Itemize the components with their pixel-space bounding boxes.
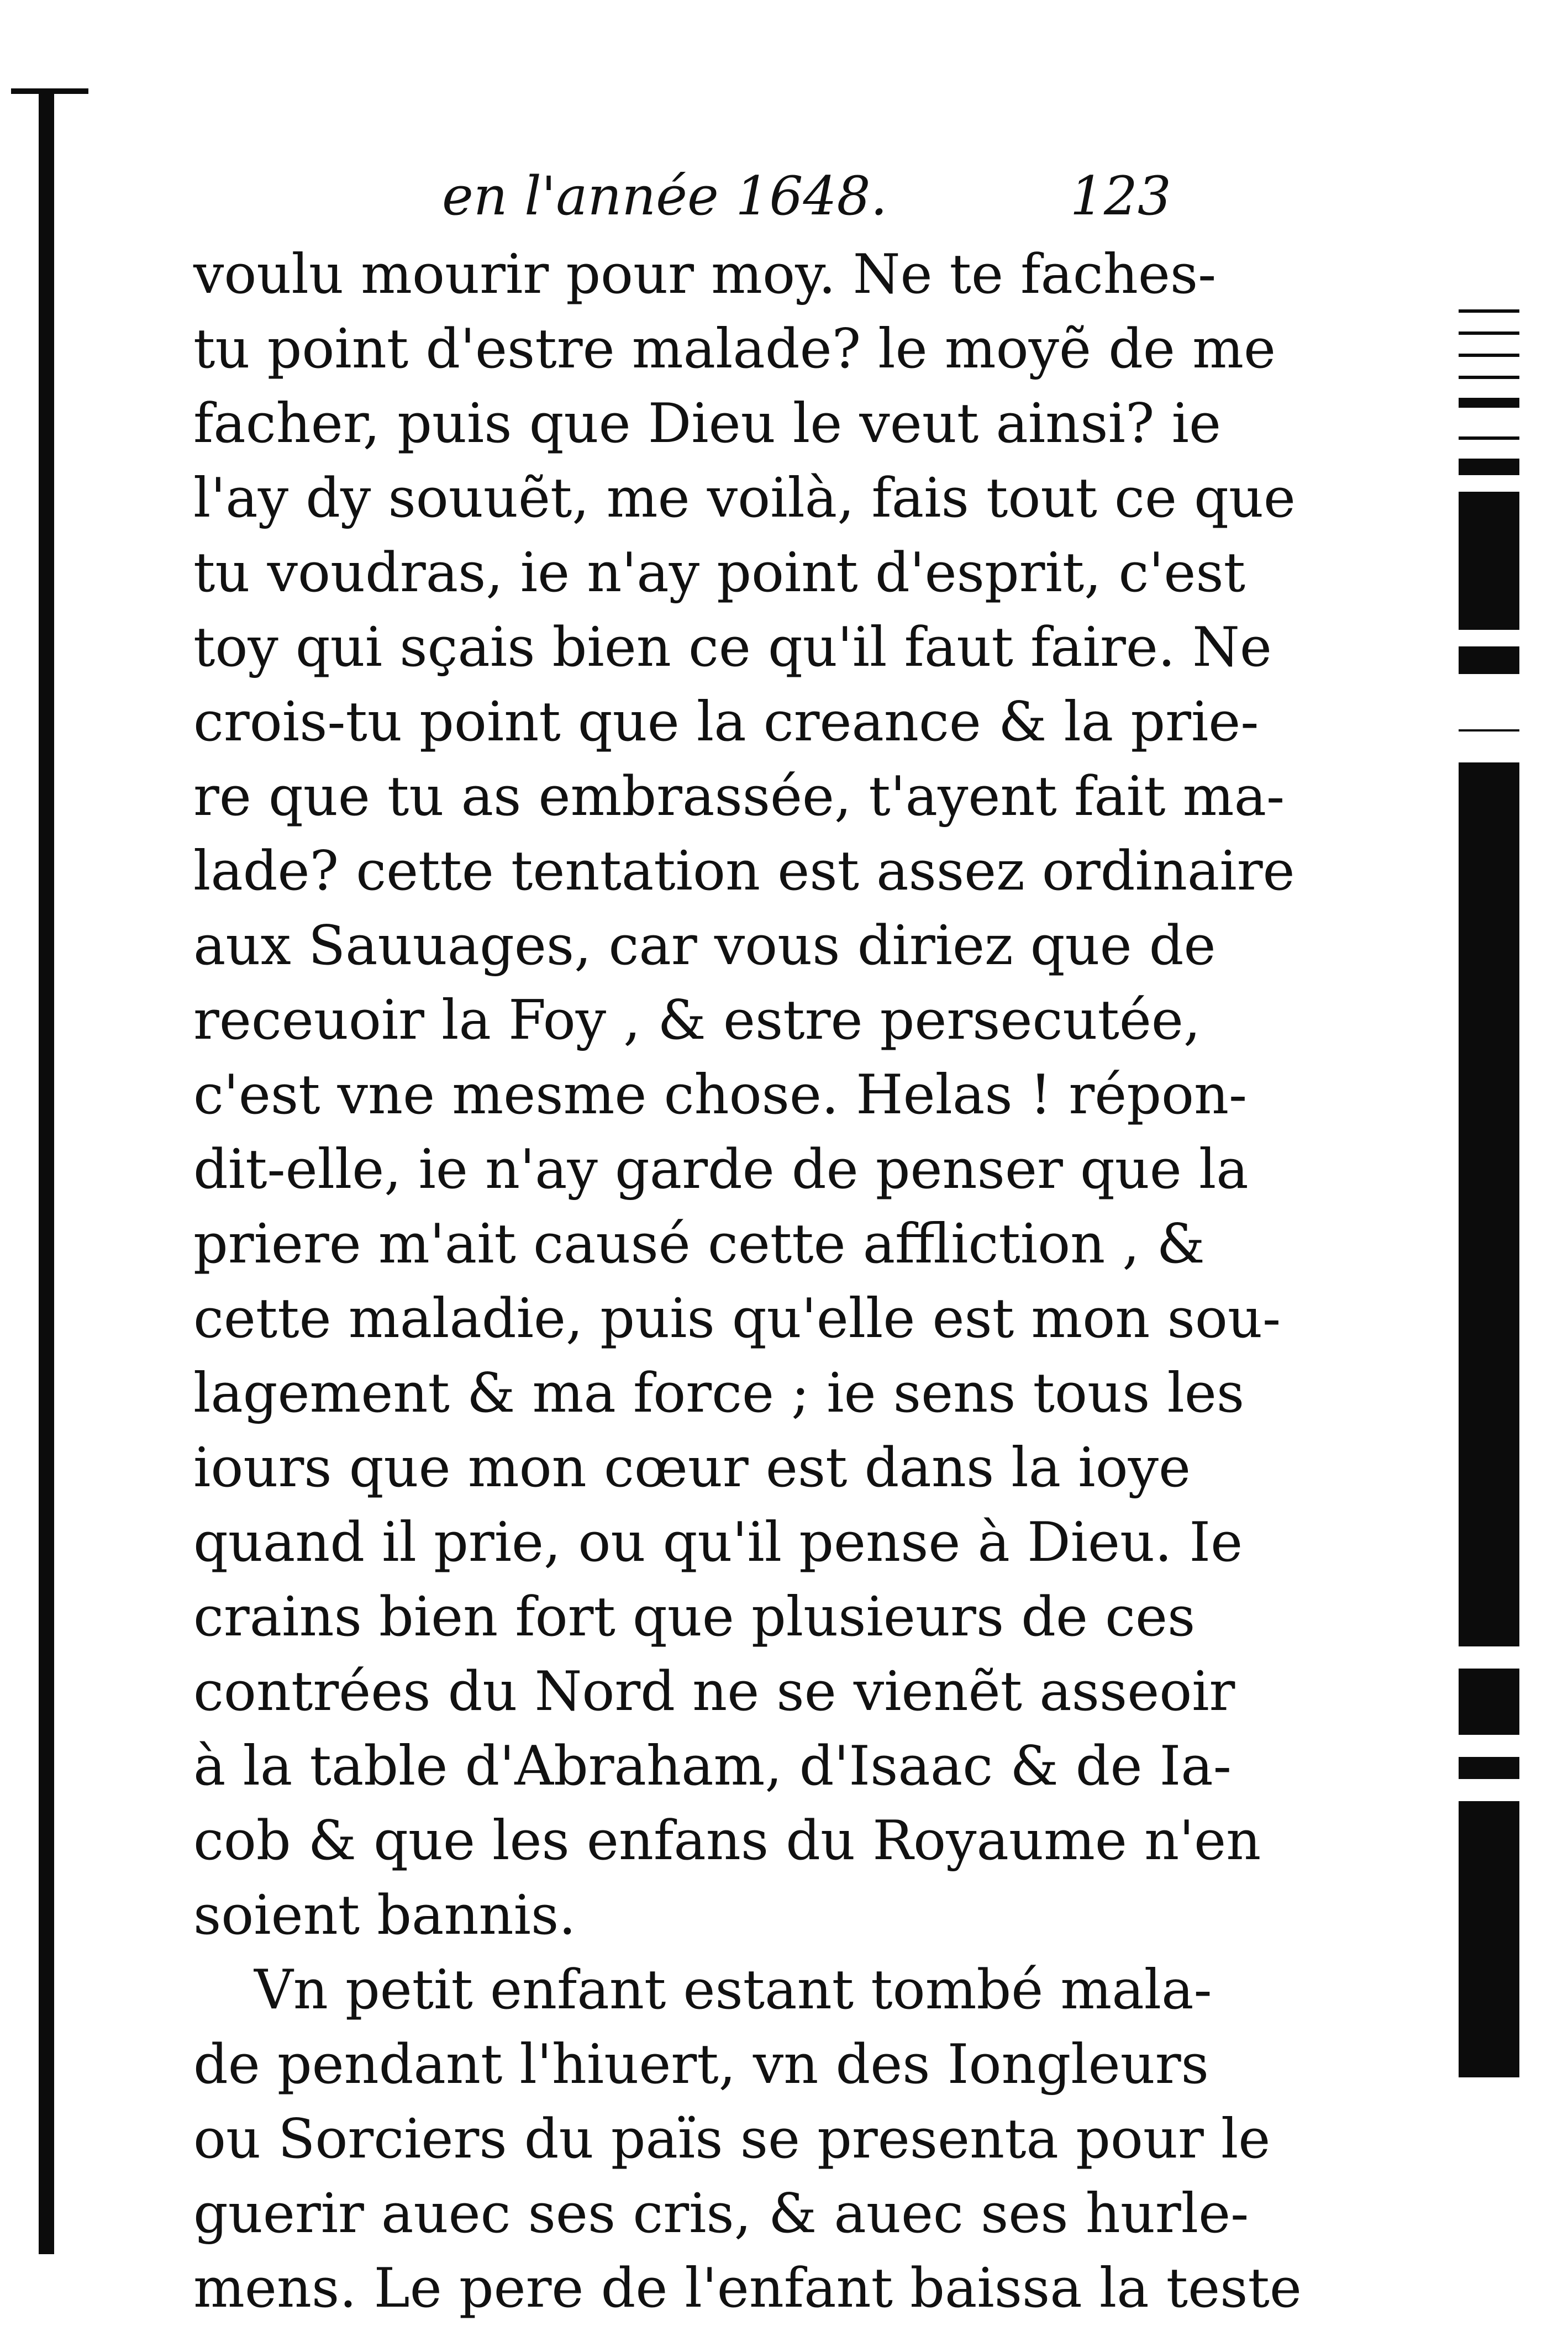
text-line: crains bien fort que plusieurs de ces — [193, 1586, 1196, 1649]
text-line: priere m'ait causé cette affliction , & — [193, 1213, 1205, 1276]
text-line: ou Sorciers du païs se presenta pour le — [193, 2108, 1271, 2171]
text-line: c'est vne mesme chose. Helas ! répon- — [193, 1064, 1248, 1127]
body-text — [193, 238, 1302, 2326]
edge-mark — [1459, 1801, 1519, 2077]
text-line: à la table d'Abraham, d'Isaac & de Ia- — [193, 1735, 1232, 1798]
edge-mark — [1459, 729, 1519, 732]
text-line: cette maladie, puis qu'elle est mon sou- — [193, 1287, 1281, 1350]
edge-mark — [1459, 459, 1519, 475]
text-line: l'ay dy souuẽt, me voilà, fais tout ce que — [193, 467, 1296, 530]
text-line: receuoir la Foy , & estre persecutée, — [193, 989, 1201, 1052]
edge-mark — [1459, 1757, 1519, 1779]
text-line: Vn petit enfant estant tombé mala- — [254, 1959, 1212, 2022]
edge-mark — [1459, 398, 1519, 408]
running-title: en l'année 1648. — [442, 165, 888, 227]
text-line: voulu mourir pour moy. Ne te faches- — [193, 243, 1217, 306]
text-line: contrées du Nord ne se vienẽt asseoir — [193, 1660, 1235, 1723]
text-line: lagement & ma force ; ie sens tous les — [193, 1362, 1245, 1425]
edge-mark — [1459, 762, 1519, 1735]
text-line: toy qui sçais bien ce qu'il faut faire. Ne — [193, 616, 1272, 679]
text-line: dit-elle, ie n'ay garde de penser que la — [193, 1138, 1249, 1201]
text-line: facher, puis que Dieu le veut ainsi? ie — [193, 392, 1221, 455]
edge-bleed-marks — [1459, 309, 1519, 2188]
text-line: mens. Le pere de l'enfant baissa la teste — [193, 2257, 1302, 2320]
running-header — [442, 155, 1171, 238]
edge-mark — [1459, 376, 1519, 379]
text-line: tu point d'estre malade? le moyẽ de me — [193, 318, 1276, 381]
text-line: aux Sauuages, car vous diriez que de — [193, 914, 1216, 977]
text-line: lade? cette tentation est assez ordinaire — [193, 840, 1295, 903]
text-line: cob & que les enfans du Royaume n'en — [193, 1809, 1261, 1872]
binding-rule — [39, 88, 54, 2254]
edge-mark — [1459, 309, 1519, 313]
text-line: guerir auec ses cris, & auec ses hurle- — [193, 2182, 1249, 2245]
edge-mark — [1459, 646, 1519, 674]
binding-tick — [11, 88, 88, 94]
edge-mark — [1459, 331, 1519, 335]
edge-mark — [1459, 436, 1519, 440]
page-number: 123 — [1070, 165, 1171, 227]
edge-mark — [1459, 354, 1519, 357]
text-line: soient bannis. — [193, 1884, 576, 1947]
edge-mark — [1459, 492, 1519, 630]
text-line: tu voudras, ie n'ay point d'esprit, c'est — [193, 541, 1246, 604]
text-line: crois-tu point que la creance & la prie- — [193, 691, 1259, 754]
text-line: quand il prie, ou qu'il pense à Dieu. Ie — [193, 1511, 1243, 1574]
text-line: de pendant l'hiuert, vn des Iongleurs — [193, 2033, 1209, 2096]
edge-mark — [1459, 1646, 1519, 1669]
text-line: iours que mon cœur est dans la ioye — [193, 1436, 1191, 1499]
text-line: re que tu as embrassée, t'ayent fait ma- — [193, 765, 1285, 828]
